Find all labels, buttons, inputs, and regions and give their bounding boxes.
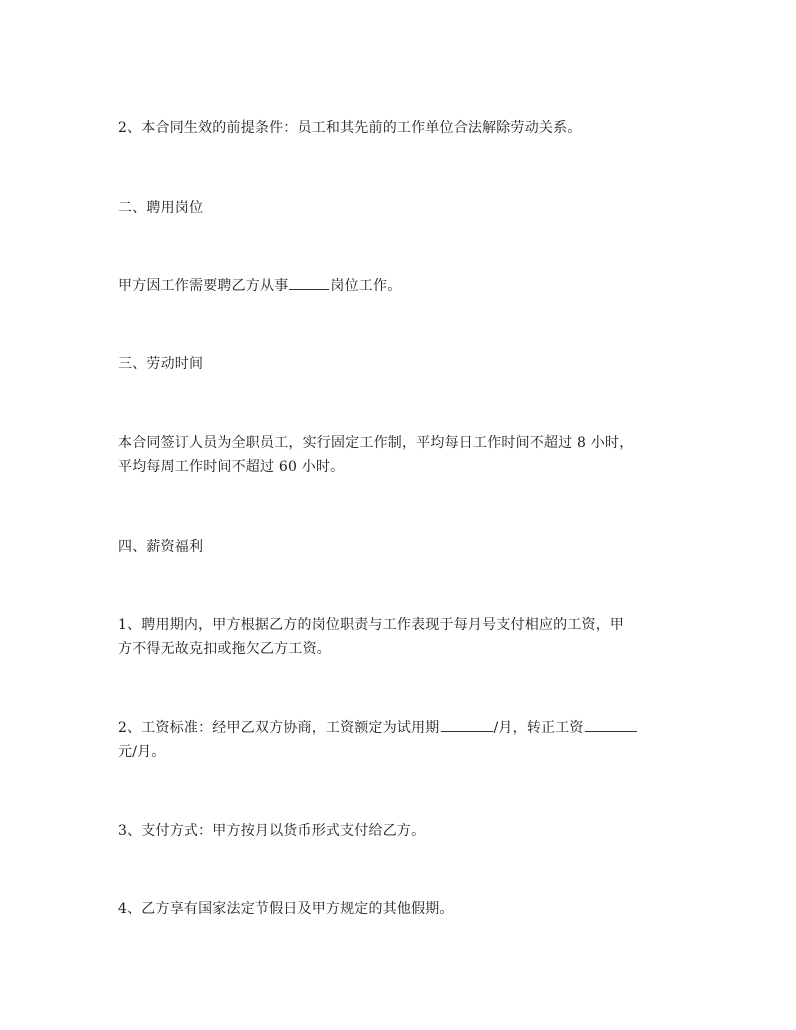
clause-salary-standard bbox=[118, 716, 688, 764]
clause-text: 3、支付方式：甲方按月以货币形式支付给乙方。 bbox=[118, 823, 426, 839]
clause-text: /月，转正工资 bbox=[493, 720, 584, 736]
section-heading-salary bbox=[118, 535, 688, 559]
clause-effective-condition bbox=[118, 116, 688, 140]
position-blank bbox=[289, 275, 329, 290]
heading-text: 四、薪资福利 bbox=[118, 539, 204, 555]
section-heading-position bbox=[118, 196, 688, 220]
clause-text: 4、乙方享有国家法定节假日及甲方规定的其他假期。 bbox=[118, 901, 454, 917]
clause-text: 甲方因工作需要聘乙方从事 bbox=[118, 278, 289, 294]
clause-text: 2、工资标准：经甲乙双方协商，工资额定为试用期 bbox=[118, 720, 440, 736]
clause-position bbox=[118, 274, 688, 298]
regular-salary-blank bbox=[585, 717, 637, 732]
probation-salary-blank bbox=[441, 717, 493, 732]
heading-text: 二、聘用岗位 bbox=[118, 200, 204, 216]
clause-line: 本合同签订人员为全职员工，实行固定工作制，平均每日工作时间不超过 8 小时， bbox=[118, 435, 634, 451]
clause-payment-method bbox=[118, 819, 688, 843]
section-heading-working-hours bbox=[118, 352, 688, 376]
clause-salary-payment bbox=[118, 613, 688, 661]
clause-working-hours bbox=[118, 431, 688, 479]
heading-text: 三、劳动时间 bbox=[118, 356, 204, 372]
clause-line: 元/月。 bbox=[118, 744, 166, 760]
clause-text: 岗位工作。 bbox=[330, 278, 402, 294]
clause-line: 平均每周工作时间不超过 60 小时。 bbox=[118, 459, 345, 475]
clause-line: 方不得无故克扣或拖欠乙方工资。 bbox=[118, 641, 331, 657]
clause-line: 1、聘用期内，甲方根据乙方的岗位职责与工作表现于每月号支付相应的工资，甲 bbox=[118, 617, 625, 633]
clause-text: 2、本合同生效的前提条件：员工和其先前的工作单位合法解除劳动关系。 bbox=[118, 120, 582, 136]
clause-holidays bbox=[118, 897, 688, 921]
